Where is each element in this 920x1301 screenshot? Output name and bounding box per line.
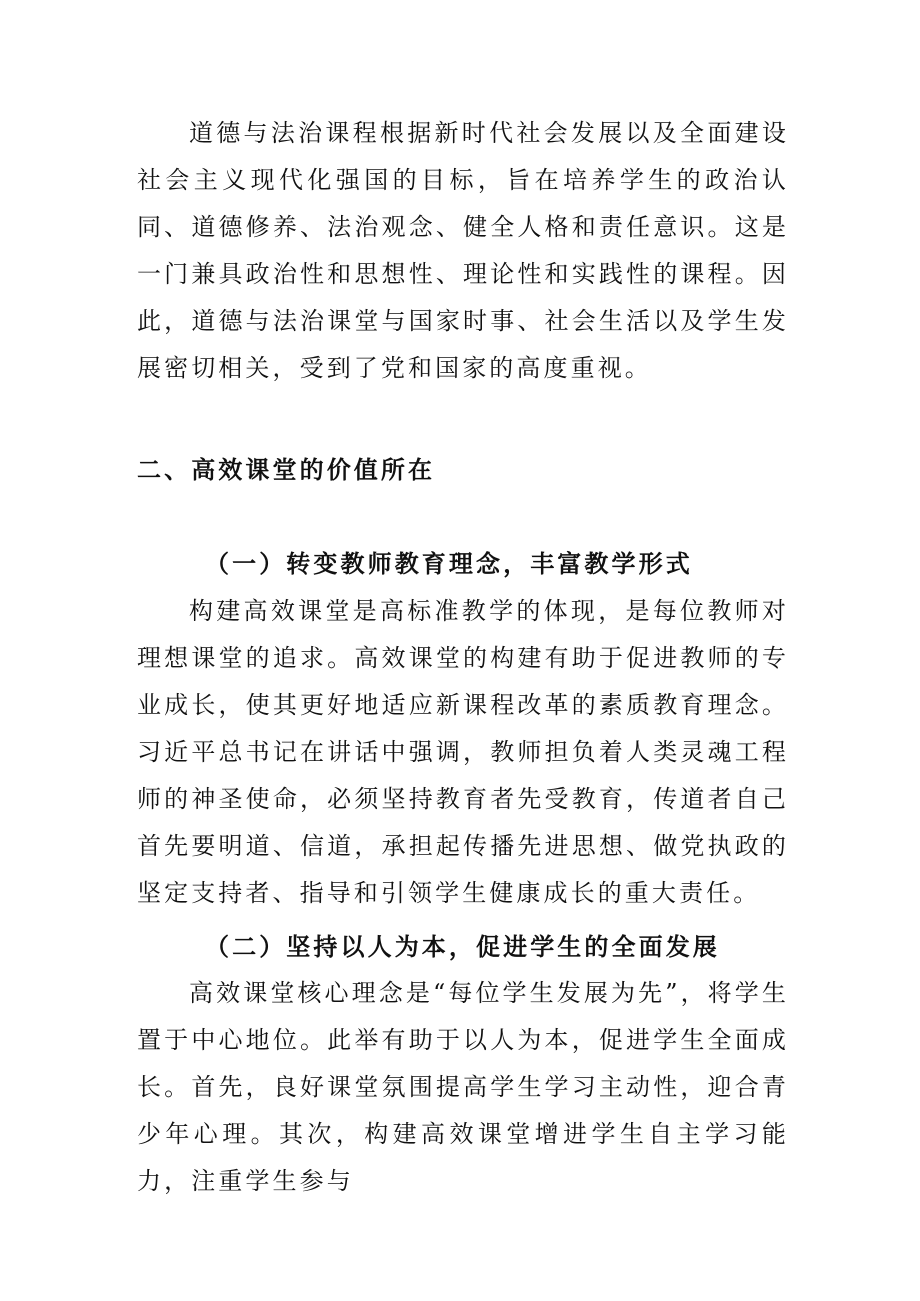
- paragraph-course-introduction: 道德与法治课程根据新时代社会发展以及全面建设社会主义现代化强国的目标，旨在培养学生的政治认同、道德修养、法治观念、健全人格和责任意识。这是一门兼具政治性和思想性、理论性和实践性的课程。因此，道德与法治课堂与国家时事、社会生活以及学生发展密切相关，受到了党和国家的高度重视。: [137, 119, 789, 382]
- paragraph-teacher-concept: 构建高效课堂是高标准教学的体现，是每位教师对理想课堂的追求。高效课堂的构建有助于促进教师的专业成长，使其更好地适应新课程改革的素质教育理念。习近平总书记在讲话中强调，教师担负着人类灵魂工程师的神圣使命，必须坚持教育者先受教育，传道者自己首先要明道、信道，承担起传播先进思想、做党执政的坚定支持者、指导和引领学生健康成长的重大责任。: [137, 597, 789, 907]
- section-heading: 二、高效课堂的价值所在: [137, 455, 436, 484]
- paragraph-student-development: 高效课堂核心理念是“每位学生发展为先”，将学生置于中心地位。此举有助于以人为本，促进学生全面成长。首先，良好课堂氛围提高学生学习主动性，迎合青少年心理。其次，构建高效课堂增进学生自主学习能力，注重学生参与: [137, 979, 789, 1195]
- subsection-heading-1: （一）转变教师教育理念，丰富教学形式: [205, 549, 693, 578]
- subsection-heading-2: （二）坚持以人为本，促进学生的全面发展: [205, 932, 720, 961]
